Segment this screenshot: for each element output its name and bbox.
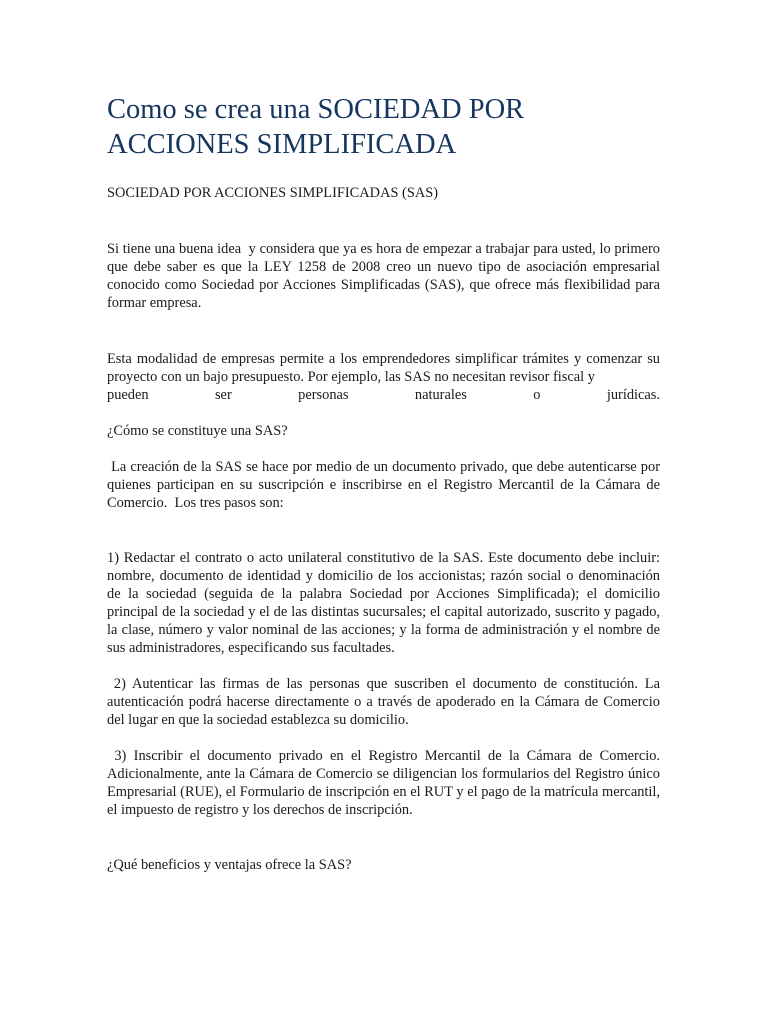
document-title: Como se crea una SOCIEDAD POR ACCIONES SIMPLIFICADA xyxy=(107,94,525,160)
step-3-inscribir: 3) Inscribir el documento privado en el Registro Mercantil de la Cámara de Comercio. Adicionalmente, ante la Cámara de Comercio se diligencian los formularios del Registro único Empresarial (RUE), el Formulario de inscripción en el RUT y el pago de la matrícula mercantil, el impuesto de registro y los derechos de inscripción. xyxy=(107,748,664,818)
paragraph-modalidad-main: Esta modalidad de empresas permite a los emprendedores simplificar trámites y comenzar su proyecto con un bajo presupuesto. Por ejemplo, las SAS no necesitan revisor fiscal y xyxy=(107,351,664,385)
question-beneficios: ¿Qué beneficios y ventajas ofrece la SAS? xyxy=(107,857,352,873)
paragraph-creacion: La creación de la SAS se hace por medio de un documento privado, que debe autenticarse por quienes participan en su suscripción e inscribirse en el Registro Mercantil de la Cámara de Comercio. Los tres pasos son: xyxy=(107,459,664,511)
step-1-redactar: 1) Redactar el contrato o acto unilateral constitutivo de la SAS. Este documento debe incluir: nombre, documento de identidad y domicilio de los accionistas; razón social o denominación de la sociedad (seguida de la palabra Sociedad por Acciones Simplificada); el domicilio principal de la sociedad y el de las distintas sucursales; el capital autorizado, suscrito y pagado, la clase, número y valor nominal de las acciones; y la forma de administración y el nombre de sus administradores, especificando sus facultades. xyxy=(107,550,664,656)
document-page xyxy=(107,92,664,874)
step-2-autenticar: 2) Autenticar las firmas de las personas que suscriben el documento de constitución. La autenticación podrá hacerse directamente o a través de apoderado en la Cámara de Comercio del lugar en que la sociedad establezca su domicilio. xyxy=(107,676,664,728)
document-subtitle: SOCIEDAD POR ACCIONES SIMPLIFICADAS (SAS) xyxy=(107,185,439,201)
paragraph-modalidad xyxy=(107,350,664,404)
paragraph-intro: Si tiene una buena idea y considera que ya es hora de empezar a trabajar para usted, lo primero que debe saber es que la LEY 1258 de 2008 creo un nuevo tipo de asociación empresarial conocido como Sociedad por Acciones Simplificadas (SAS), que ofrece más flexibilidad para formar empresa. xyxy=(107,241,664,311)
question-como-se-constituye: ¿Cómo se constituye una SAS? xyxy=(107,423,288,439)
paragraph-modalidad-last-line: pueden ser personas naturales o jurídicas. xyxy=(107,387,660,403)
